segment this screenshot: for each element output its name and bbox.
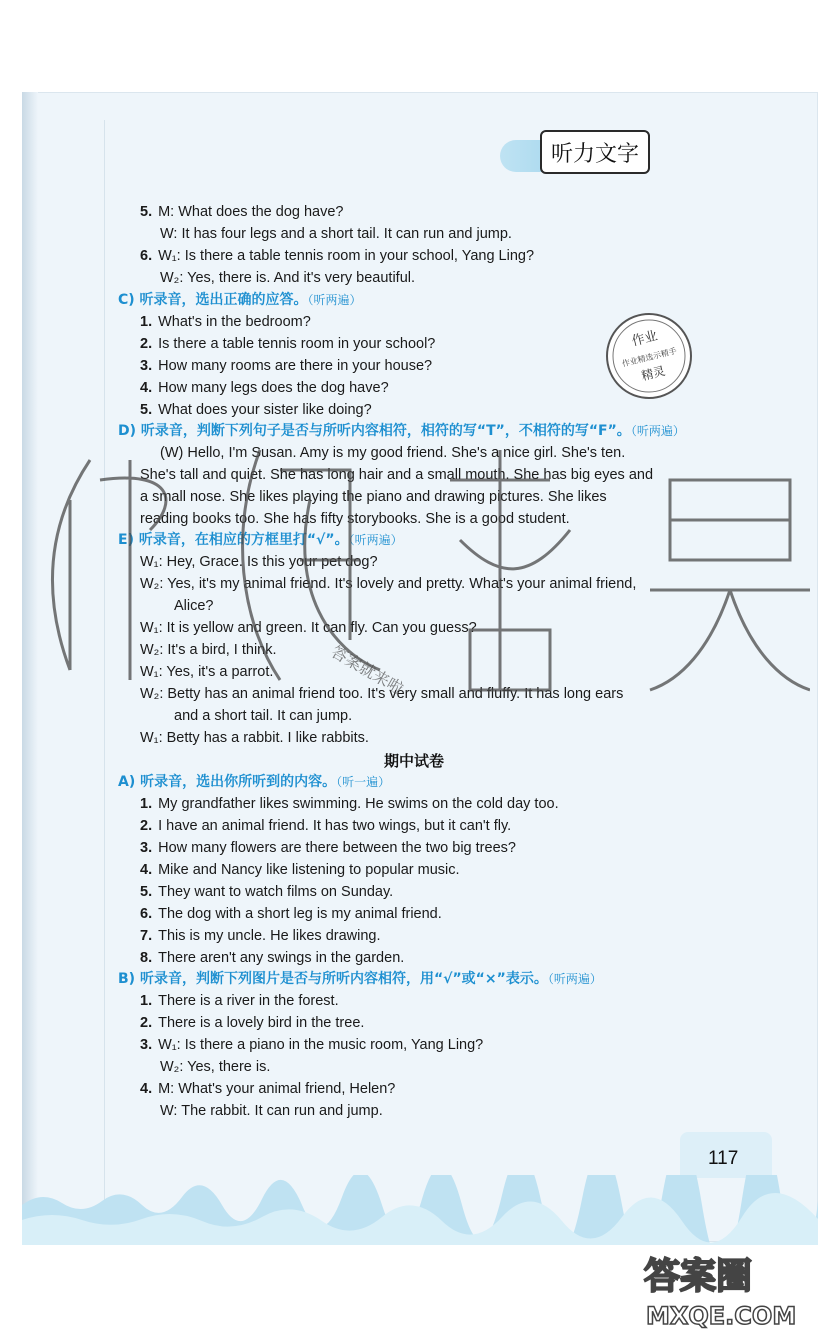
text-line [160, 269, 415, 287]
item-number: 4. [140, 380, 153, 396]
text-line [140, 905, 442, 923]
section-title-text: 期中试卷 [384, 752, 445, 770]
text-line [160, 444, 625, 462]
text-line [140, 553, 378, 571]
page-number: 117 [708, 1148, 739, 1169]
line-text: and a short tail. It can jump. [174, 708, 353, 724]
text-line [140, 1080, 395, 1098]
wave-decoration [22, 1175, 818, 1245]
text-line [174, 597, 214, 615]
item-number: 4. [140, 1081, 153, 1097]
text-line [140, 203, 344, 221]
repeat-note: （听一遍） [336, 775, 391, 789]
text-line [174, 707, 352, 725]
item-number: 5. [140, 884, 153, 900]
margin-rule [104, 120, 105, 1240]
line-text: This is my uncle. He likes drawing. [158, 928, 381, 944]
line-text: W₂: It's a bird, I think. [140, 642, 277, 658]
line-text: How many legs does the dog have? [158, 380, 389, 396]
text-line [140, 883, 393, 901]
text-line [140, 927, 381, 945]
page-title: 听力文字 [540, 130, 650, 174]
text-line [140, 839, 516, 857]
line-text: W₂: Betty has an animal friend too. It's very small and fluffy. It has long ears [140, 686, 624, 702]
text-line [140, 401, 372, 419]
text-line [140, 641, 277, 659]
line-text: W₁: Betty has a rabbit. I like rabbits. [140, 730, 369, 746]
line-text: W₂: Yes, there is. And it's very beautiful. [160, 270, 416, 286]
line-text: W: It has four legs and a short tail. It can run and jump. [160, 226, 512, 242]
line-text: W₁: Yes, it's a parrot. [140, 664, 274, 680]
item-number: 3. [140, 1037, 153, 1053]
text-line [140, 817, 511, 835]
line-text: W₂: Yes, there is. [160, 1059, 271, 1075]
svg-text:作业: 作业 [630, 328, 660, 350]
line-text: The dog with a short leg is my animal friend. [158, 906, 442, 922]
section-heading [118, 422, 685, 440]
svg-text:作业精选示精手: 作业精选示精手 [621, 346, 678, 369]
text-line [140, 1014, 364, 1032]
line-text: (W) Hello, I'm Susan. Amy is my good friend. She's a nice girl. She's ten. [160, 445, 626, 461]
text-line [140, 466, 653, 484]
svg-text:精灵: 精灵 [640, 363, 667, 384]
text-line [160, 1102, 383, 1120]
line-text: W₁: Is there a piano in the music room, Yang Ling? [158, 1037, 484, 1053]
site-logo [636, 1246, 816, 1332]
text-line [140, 379, 389, 397]
line-text: There is a lovely bird in the tree. [158, 1015, 365, 1031]
section-heading [118, 531, 403, 549]
text-line [140, 663, 273, 681]
item-number: 1. [140, 993, 153, 1009]
item-number: 6. [140, 248, 153, 264]
text-line [160, 1058, 270, 1076]
item-number: 5. [140, 402, 153, 418]
section-heading-text: D) 听录音，判断下列句子是否与所听内容相符，相符的写“T”，不相符的写“F”。 [118, 423, 631, 439]
line-text: a small nose. She likes playing the piano and drawing pictures. She likes [140, 489, 607, 505]
item-number: 6. [140, 906, 153, 922]
line-text: W₁: Hey, Grace. Is this your pet dog? [140, 554, 378, 570]
line-text: M: What does the dog have? [158, 204, 344, 220]
repeat-note: （听两遍） [307, 293, 362, 307]
line-text: How many rooms are there in your house? [158, 358, 433, 374]
item-number: 4. [140, 862, 153, 878]
page-edge [22, 92, 38, 1242]
line-text: W₁: It is yellow and green. It can fly. Can you guess? [140, 620, 477, 636]
svg-text:答案圈: 答案圈 [644, 1256, 753, 1297]
line-text: What's in the bedroom? [158, 314, 311, 330]
section-heading-text: C) 听录音，选出正确的应答。 [118, 292, 308, 308]
line-text: She's tall and quiet. She has long hair and a small mouth. She has big eyes and [140, 467, 654, 483]
text-line [140, 575, 636, 593]
text-line [140, 510, 570, 528]
line-text: They want to watch films on Sunday. [158, 884, 394, 900]
svg-text:答案就来啦: 答案就来啦 [328, 642, 407, 699]
text-line [140, 335, 435, 353]
line-text: How many flowers are there between the two big trees? [158, 840, 516, 856]
item-number: 2. [140, 1015, 153, 1031]
text-line [140, 488, 607, 506]
line-text: My grandfather likes swimming. He swims on the cold day too. [158, 796, 559, 812]
line-text: What does your sister like doing? [158, 402, 372, 418]
item-number: 2. [140, 818, 153, 834]
text-line [140, 313, 311, 331]
item-number: 3. [140, 840, 153, 856]
item-number: 8. [140, 950, 153, 966]
line-text: Is there a table tennis room in your school? [158, 336, 436, 352]
text-line [140, 949, 404, 967]
section-heading [118, 773, 390, 791]
text-line [140, 357, 432, 375]
text-line [140, 992, 339, 1010]
item-number: 7. [140, 928, 153, 944]
line-text: W₁: Is there a table tennis room in your school, Yang Ling? [158, 248, 535, 264]
section-heading [118, 970, 602, 988]
line-text: There is a river in the forest. [158, 993, 339, 1009]
item-number: 1. [140, 796, 153, 812]
svg-text:MXQE.COM: MXQE.COM [646, 1302, 797, 1330]
repeat-note: （听两遍） [348, 533, 403, 547]
line-text: M: What's your animal friend, Helen? [158, 1081, 396, 1097]
section-heading-text: A) 听录音，选出你所听到的内容。 [118, 774, 337, 790]
section-heading-text: B) 听录音，判断下列图片是否与所听内容相符，用“√”或“×”表示。 [118, 971, 548, 987]
section-heading-text: E) 听录音，在相应的方框里打“√”。 [118, 532, 349, 548]
text-line [140, 685, 623, 703]
repeat-note: （听两遍） [630, 424, 685, 438]
line-text: I have an animal friend. It has two wings, but it can't fly. [158, 818, 512, 834]
line-text: Alice? [174, 598, 214, 614]
item-number: 1. [140, 314, 153, 330]
repeat-note: （听两遍） [547, 972, 602, 986]
line-text: reading books too. She has fifty storybooks. She is a good student. [140, 511, 570, 527]
text-line [140, 619, 477, 637]
item-number: 2. [140, 336, 153, 352]
text-line [140, 1036, 483, 1054]
text-line [140, 729, 369, 747]
line-text: W₂: Yes, it's my animal friend. It's lovely and pretty. What's your animal friend, [140, 576, 637, 592]
seal-stamp [603, 310, 695, 402]
line-text: W: The rabbit. It can run and jump. [160, 1103, 383, 1119]
section-heading [118, 291, 362, 309]
text-line [140, 795, 559, 813]
section-title [384, 750, 444, 771]
item-number: 3. [140, 358, 153, 374]
text-line [140, 861, 460, 879]
line-text: There aren't any swings in the garden. [158, 950, 405, 966]
text-line [160, 225, 512, 243]
text-line [140, 247, 534, 265]
item-number: 5. [140, 204, 153, 220]
line-text: Mike and Nancy like listening to popular music. [158, 862, 460, 878]
